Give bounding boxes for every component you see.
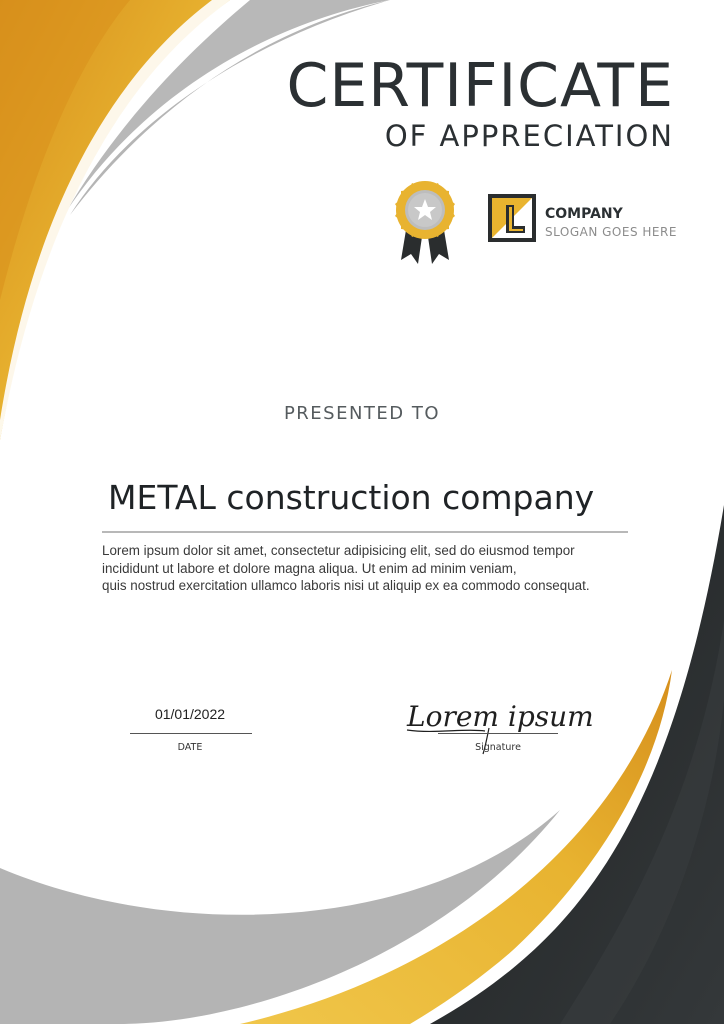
recipient-name: METAL construction company xyxy=(108,478,595,517)
date-underline xyxy=(130,733,252,734)
presented-to-label: PRESENTED TO xyxy=(283,403,441,424)
signature-text: Lorem ipsum xyxy=(407,700,594,733)
company-slogan: SLOGAN GOES HERE xyxy=(545,225,677,239)
body-line: Lorem ipsum dolor sit amet, consectetur adipisicing elit, sed do eiusmod tempor xyxy=(102,543,575,558)
body-line: incididunt ut labore et dolore magna aliqua. Ut enim ad minim veniam, xyxy=(102,560,517,576)
date-label: DATE xyxy=(177,742,203,753)
certificate-title: CERTIFICATE xyxy=(286,51,674,121)
award-ribbon-icon xyxy=(393,180,457,266)
body-line: quis nostrud exercitation ullamco laboris nisi ut aliquip ex ea commodo consequat. xyxy=(102,578,590,593)
certificate-body xyxy=(102,542,662,595)
company-logo-icon xyxy=(487,193,537,243)
signature-underline xyxy=(438,733,558,734)
company-name: COMPANY xyxy=(545,206,623,222)
signature-label: Signature xyxy=(475,742,521,753)
date-value: 01/01/2022 xyxy=(154,706,226,722)
recipient-underline xyxy=(102,531,628,533)
certificate-subtitle: OF APPRECIATION xyxy=(384,119,674,153)
